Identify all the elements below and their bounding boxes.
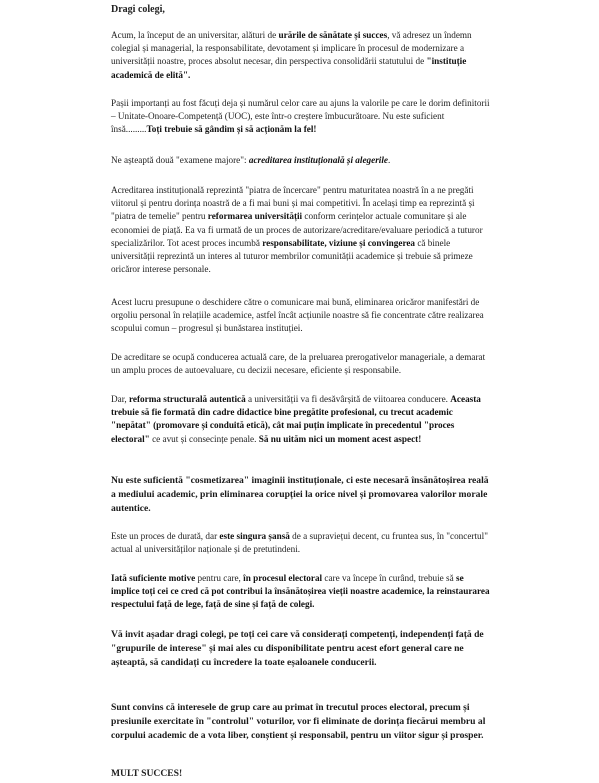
paragraph-motives: Iată suficiente motive pentru care, în procesul electoral care va începe în curând, trebuie să se implice toți cei ce cred că pot contribui la însănătoșirea vieții noastre academice, la reinstaurarea respectului față de lege, față de sine și față de colegi. <box>111 573 490 610</box>
greeting: Dragi colegi, <box>111 4 165 15</box>
paragraph-conviction: Sunt convins că interesele de grup care au primat în trecutul proces electoral, precum și presiunile exercitate în "controlul" voturilor, vor fi eliminate de dorința fiecărui membru al corpului academic de a vota liber, conștient și responsabil, pentru un viitor sigur și prosper. <box>111 702 486 742</box>
paragraph-communication: Acest lucru presupune o deschidere către o comunicare mai bună, eliminarea oricăror manifestări de orgoliu personal în relațiile academice, astfel încât acțiunile noastre să fie concentrate către realizarea scopului comun – progresul și bunăstarea instituției. <box>111 297 484 334</box>
paragraph-intro: Acum, la început de an universitar, alături de urările de sănătate și succes, vă adresez un îndemn colegial și managerial, la responsabilitate, devotament și implicare în procesul de modernizare a universității noastre, proces absolut necesar, din perspectiva consolidării statutului de "instituție academică de elită". <box>111 30 472 80</box>
paragraph-invitation: Vă invit așadar dragi colegi, pe toți cei care vă considerați competenți, independenți față de "grupurile de interese" și mai ales cu disponibilitate pentru acest efort general care ne așteaptă, să candidați cu încredere la toate eșaloanele conducerii. <box>111 629 484 669</box>
paragraph-chance: Este un proces de durată, dar este singura șansă de a supraviețui decent, cu fruntea sus, în "concertul" actual al universităților naționale și de pretutindeni. <box>111 531 488 555</box>
paragraph-self-evaluation: De acreditare se ocupă conducerea actuală care, de la preluarea prerogativelor manageriale, a demarat un amplu proces de autoevaluare, cu deciziі necesare, eficiente și responsabile. <box>111 352 486 376</box>
signoff: MULT SUCCES! <box>111 768 183 779</box>
paragraph-cosmetization: Nu este suficientă "cosmetizarea" imaginii instituționale, ci este necesară însănătoșirea reală a mediului academic, prin eliminarea corupției la orice nivel și promovarea valorilor morale autentice. <box>111 475 489 515</box>
paragraph-steps: Pașii importanți au fost făcuți deja și numărul celor care au ajuns la valorile pe care le dorim definitorii – Unitate-Onoare-Competență (UOC), este într-o creștere îmbucurătoare. Nu este suficient însă.........Toți trebuie să gândim și să acționăm la fel! <box>111 98 490 135</box>
paragraph-reform: Dar, reforma structurală autentică a universității va fi desăvârșită de viitoarea conducere. Aceasta trebuie să fie formată din cadre didactice bine pregătite profesional, cu trecut academic "nepătat" (promovare și conduită etică), cât mai puțin implicate în precedentul "proces electoral" ce avut și consecințe penale. Să nu uităm nici un moment acest aspect! <box>111 394 481 444</box>
paragraph-exams: Ne așteaptă două "examene majore": acreditarea instituțională și alegerile. <box>111 155 391 165</box>
paragraph-accreditation: Acreditarea instituțională reprezintă "piatra de încercare" pentru maturitatea noastră în a ne pregăti viitorul și pentru dorința noastră de a fi mai buni și mai competitivi. În același timp ea reprezintă și "piatra de temelie" pentru reformarea universității conform cerințelor actuale comunitare și ale economiei de piață. Ea va fi urmată de un proces de autorizare/acreditare/evaluare periodică a tuturor specializărilor. Tot acest proces incumbă responsabilitate, viziune și convingerea că binele universității reprezintă un interes al tuturor membrilor comunității academice și trebuie să primeze oricăror interese personale. <box>111 185 483 275</box>
